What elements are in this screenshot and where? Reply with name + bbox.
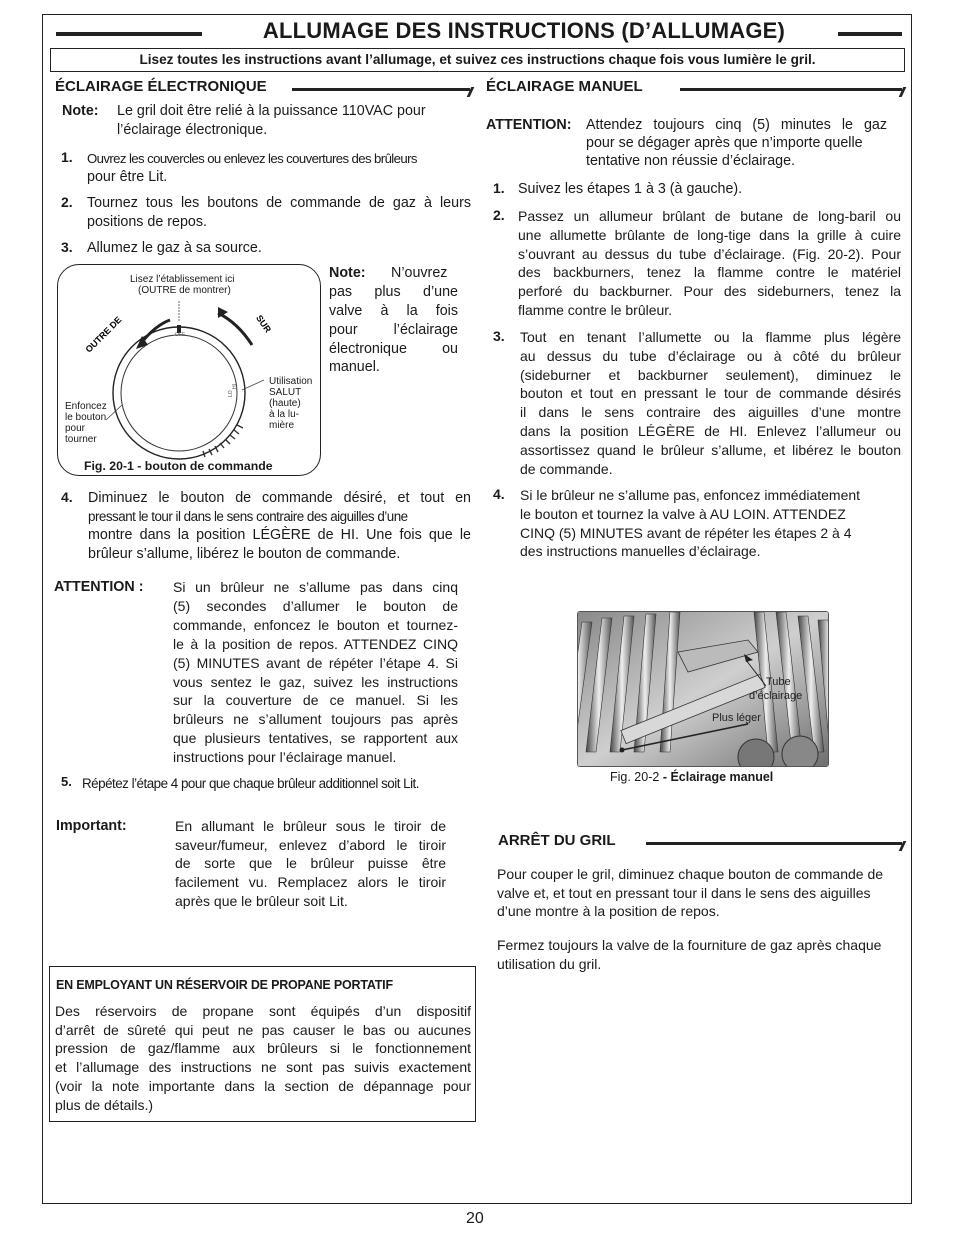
arc-label-off: OUTRE DE [83,314,124,355]
text-line: Si un brûleur ne s’allume pas dans cinq [173,579,458,595]
text-line: au dessus du tube d’éclairage ou à côté du brûleur [520,347,901,364]
step-4-line-2: pressant le tour il dans le sens contraire des aiguilles d’une [88,509,408,524]
step-number: 4. [493,486,505,502]
text-line: Fermez toujours la valve de la fourniture de gaz après chaque [497,937,882,953]
text-line: de sorte que le brûleur puisse être [175,855,446,872]
fig-right-label-2: SALUT [269,387,302,398]
text-line: saveur/fumeur, enlevez d’abord le tiroir [175,836,446,853]
fig2-title: - Éclairage manuel [659,770,774,784]
fig-left-label-4: tourner [65,434,97,445]
text-line: perforé du backburner. Pour des sideburners, tenez la [518,283,901,300]
text-line: valve et, et tout en pressant tour il dans le sens des aiguilles [497,884,871,901]
page-number: 20 [466,1210,484,1227]
text-line: des backburners, tenez la flamme contre le matériel [518,264,901,281]
step-number: 2. [493,207,505,223]
text-line: brûleurs ne s’allument toujours pas après [173,711,458,728]
text-line: des instructions manuelles d’éclairage. [520,543,761,560]
manual-step-1: Suivez les étapes 1 à 3 (à gauche). [518,181,743,197]
fig-note-line-1: N’ouvrez [391,265,448,281]
text-line: d’arrêt de sûreté qui peut ne pas causer le bas ou aucunes [55,1021,471,1038]
title-rule-right [838,32,902,36]
hi-mark: HI [232,384,238,389]
fig-right-label-4: à la lu- [269,409,300,420]
text-line: et l’allumage des instructions ne sont pas suivis exactement [55,1059,471,1076]
manual-step-3 [520,328,901,478]
propane-text [55,1002,471,1114]
text-line: Des réservoirs de propane sont équipés d’un dispositif [55,1003,471,1019]
step-4-line-3: montre dans la position LÉGÈRE de HI. Une fois que le [88,527,471,543]
step-4-line-1: Diminuez le bouton de commande désiré, et tout en [88,490,471,506]
propane-title: EN EMPLOYANT UN RÉSERVOIR DE PROPANE PORTATIF [56,978,393,992]
heading-rule [646,842,902,845]
text-line: (5) secondes d’allumer le bouton de [173,597,458,614]
propane-box [49,966,476,1122]
fig-left-label-3: pour [65,423,86,434]
heading-rule [292,88,470,91]
step-2-line-2: positions de repos. [87,214,208,230]
text-line: une allumette brûlante de long-tige dans la grille à cuire [518,226,901,243]
heading-rule [680,88,902,91]
off-mark: OFF [175,332,185,338]
section-heading-manual: ÉCLAIRAGE MANUEL [486,78,643,95]
important-text [175,817,446,911]
text-line: (sideburner et backburner seulement), diminuez le [520,366,901,383]
figure-caption: Fig. 20-1 - bouton de commande [84,459,273,473]
text-line: (5) MINUTES avant de répéter l’étape 4. Si [173,654,458,671]
text-line: s’ouvrant au dessus du tube d’éclairage. (Fig. 20-2). Pour [518,245,901,262]
text-line: pression de gaz/flamme aux brûleurs si le fonctionnement [55,1040,471,1057]
step-1-line-2: pour être Lit. [87,169,168,185]
step-number: 1. [493,180,505,196]
text-line: facilement vu. Remplacez alors le tiroir [175,874,446,891]
fig-right-label-5: mière [269,420,295,431]
photo-label-tube: Tube [766,676,791,688]
text-line: assortissez quand le brûleur s’allume, et libérez le bouton [520,441,901,458]
photo-label-tube-2: d’éclairage [749,690,803,702]
page-title: ALLUMAGE DES INSTRUCTIONS (D’ALLUMAGE) [262,18,786,43]
important-label: Important: [56,818,127,834]
arc-label-on: SUR [254,313,274,335]
manual-attention-line-2: pour se dégager après que n’importe quelle [586,135,863,151]
manual-step-2 [518,207,901,320]
step-4-line-4: brûleur s’allume, libérez le bouton de commande. [88,546,401,562]
text-line: flamme contre le brûleur. [518,301,673,318]
text-line: utilisation du gril. [497,955,602,972]
text-line: Pour couper le gril, diminuez chaque bouton de commande de [497,866,884,882]
fig-right-label-3: (haute) [269,398,301,409]
title-rule-left [56,32,202,36]
step-5-text: Répétez l’étape 4 pour que chaque brûleur additionnel soit Lit. [82,776,419,791]
section-heading-shutdown: ARRÊT DU GRIL [498,832,616,849]
note-label: Note: [62,103,99,119]
knob-diagram [58,265,320,475]
shutdown-paragraph-2 [497,936,905,973]
note-text-1: Le gril doit être relié à la puissance 110VAC pour [117,103,426,119]
text-line: (voir la note importante dans la section de dépannage pour [55,1077,471,1094]
text-line: En allumant le brûleur sous le tiroir de [175,818,446,834]
attention-label: ATTENTION : [54,579,144,595]
shutdown-paragraph-1 [497,865,905,921]
fig-left-label-2: le bouton [65,412,107,423]
text-line: Si le brûleur ne s’allume pas, enfoncez immédiatement [520,487,861,503]
step-number: 4. [61,489,73,505]
step-number: 2. [61,194,73,210]
text-line: CINQ (5) MINUTES avant de répéter les étapes 2 à 4 [520,524,852,541]
section-heading-electronic: ÉCLAIRAGE ÉLECTRONIQUE [55,78,267,95]
fig-note-line-2: pas plus d’une [329,284,458,300]
manual-attention-label: ATTENTION: [486,117,572,133]
manual-attention-line-1: Attendez toujours cinq (5) minutes le gaz [586,117,887,133]
fig-top-label-1: Lisez l’établissement ici [130,274,235,285]
notice-banner: Lisez toutes les instructions avant l’allumage, et suivez ces instructions chaque fois vous lumière le gril. [50,48,905,72]
fig2-prefix: Fig. 20-2 [610,770,660,784]
text-line: vous sentez le gaz, suivez les instructions [173,673,458,690]
text-line: après que le brûleur soit Lit. [175,892,348,909]
step-1-line-1: Ouvrez les couvercles ou enlevez les couvertures des brûleurs [87,151,417,166]
grill-photo [577,611,829,767]
text-line: bouton et tout en pressant le tour de commande désirés [520,385,901,402]
text-line: Tout en tenant l’allumette ou la flamme plus légère [520,329,901,345]
manual-attention-line-3: tentative non réussie d’éclairage. [586,153,796,169]
text-line: plus de détails.) [55,1096,154,1113]
text-line: sur la couverture de ce manuel. Si les [173,692,458,709]
fig-top-label-2: (OUTRE de montrer) [138,285,231,296]
text-line: que plusieurs tentatives, se rapportent aux [173,730,458,747]
text-line: dans la position LÉGÈRE de HI. Enlevez l’allumeur ou [520,422,901,439]
fig-left-label-1: Enfoncez [65,401,107,412]
step-2-line-1: Tournez tous les boutons de commande de gaz à leurs [87,195,471,211]
text-line: commande, enfoncez le bouton et tournez- [173,616,458,633]
fig-note-line-6: manuel. [329,359,380,375]
text-line: de commande. [520,460,613,477]
figure-2-caption [610,770,773,784]
note-text-2: l’éclairage électronique. [117,122,268,138]
step-number: 1. [61,149,73,165]
text-line: Passez un allumeur brûlant de butane de long-baril ou [518,208,901,224]
attention-text [173,578,458,767]
fig-note-line-5: électronique ou [329,341,458,357]
title-row [56,18,904,48]
fig-note-label: Note: [329,265,366,281]
text-line: le bouton et tournez la valve à AU LOIN. ATTENDEZ [520,505,846,522]
lo-mark: LO [228,390,234,397]
fig-note-line-3: valve à la fois [329,303,458,319]
step-number: 3. [493,328,505,344]
figure-control-knob [57,264,321,476]
photo-label-lighter: Plus léger [712,712,761,724]
step-3-line-1: Allumez le gaz à sa source. [87,240,262,256]
text-line: le à la position de repos. ATTENDEZ CINQ [173,635,458,652]
step-number: 3. [61,239,73,255]
text-line: d’une montre à la position de repos. [497,903,720,919]
fig-note-line-4: pour l’éclairage [329,322,458,338]
text-line: il dans le sens contraire des aiguilles d’une montre [520,404,901,421]
fig-right-label-1: Utilisation [269,376,313,387]
step-number: 5. [61,774,72,789]
manual-step-4 [520,486,901,561]
text-line: instructions pour l’éclairage manuel. [173,749,397,766]
